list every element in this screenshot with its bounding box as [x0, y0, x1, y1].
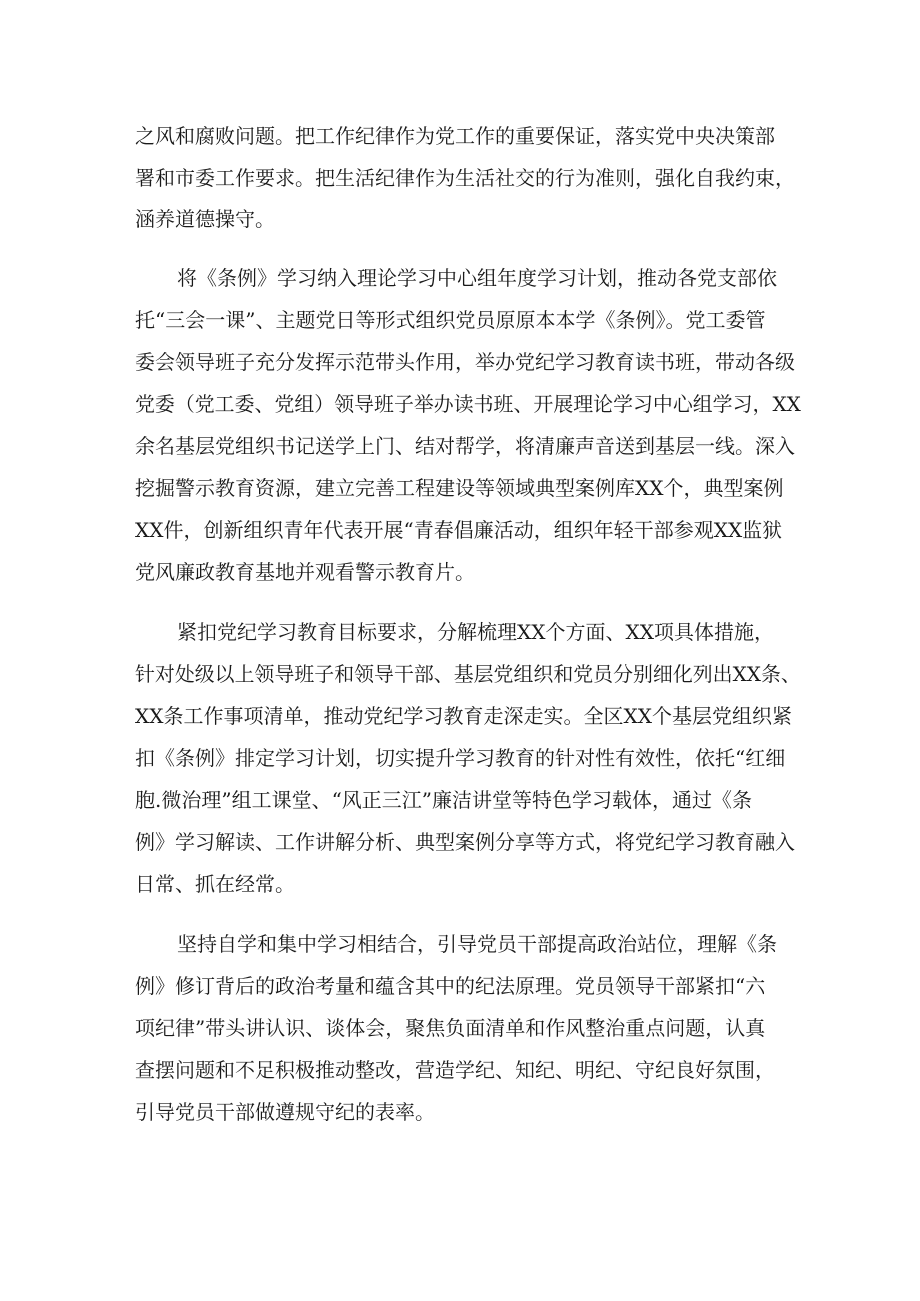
text-line: 扣《条例》排定学习计划，切实提升学习教育的针对性有效性，依托“红细 [135, 746, 786, 770]
text-line: 署和市委工作要求。把生活纪律作为生活社交的行为准则，强化自我约束， [135, 166, 795, 190]
text-line: 余名基层党组织书记送学上门、结对帮学，将清廉声音送到基层一线。深入 [135, 434, 795, 458]
text-line: 紧扣党纪学习教育目标要求，分解梳理XX个方面、XX项具体措施， [177, 620, 774, 644]
text-line: 胞.微治理”组工课堂、“风正三江”廉洁讲堂等特色学习载体，通过《条 [135, 788, 753, 812]
text-line: 委会领导班子充分发挥示范带头作用，举办党纪学习教育读书班，带动各级 [135, 350, 795, 374]
text-line: 查摆问题和不足积极推动整改，营造学纪、知纪、明纪、守纪良好氛围， [135, 1058, 775, 1082]
text-line: 例》修订背后的政治考量和蕴含其中的纪法原理。党员领导干部紧扣“六 [135, 974, 766, 998]
text-line: 引导党员干部做遵规守纪的表率。 [135, 1100, 435, 1124]
text-line: 坚持自学和集中学习相结合，引导党员干部提高政治站位，理解《条 [177, 932, 777, 956]
text-line: 涵养道德操守。 [135, 207, 275, 231]
text-line: 针对处级以上领导班子和领导干部、基层党组织和党员分别细化列出XX条、 [135, 662, 801, 686]
text-line: 日常、抓在经常。 [135, 872, 295, 896]
text-line: 之风和腐败问题。把工作纪律作为党工作的重要保证，落实党中央决策部 [135, 124, 775, 148]
text-line: XX件，创新组织青年代表开展“青春倡廉活动，组织年轻干部参观XX监狱 [135, 518, 783, 542]
text-line: XX条工作事项清单，推动党纪学习教育走深走实。全区XX个基层党组织紧 [135, 704, 792, 728]
text-line: 将《条例》学习纳入理论学习中心组年度学习计划，推动各党支部依 [177, 266, 777, 290]
text-line: 例》学习解读、工作讲解分析、典型案例分享等方式，将党纪学习教育融入 [135, 830, 795, 854]
text-line: 党风廉政教育基地并观看警示教育片。 [135, 560, 475, 584]
text-line: 托“三会一课”、主题党日等形式组织党员原原本本学《条例》。党工委管 [135, 308, 766, 332]
text-line: 项纪律”带头讲认识、谈体会，聚焦负面清单和作风整治重点问题，认真 [135, 1016, 766, 1040]
text-line: 挖掘警示教育资源，建立完善工程建设等领域典型案例库XX个，典型案例 [135, 476, 784, 500]
text-line: 党委（党工委、党组）领导班子举办读书班、开展理论学习中心组学习，XX [135, 392, 801, 416]
